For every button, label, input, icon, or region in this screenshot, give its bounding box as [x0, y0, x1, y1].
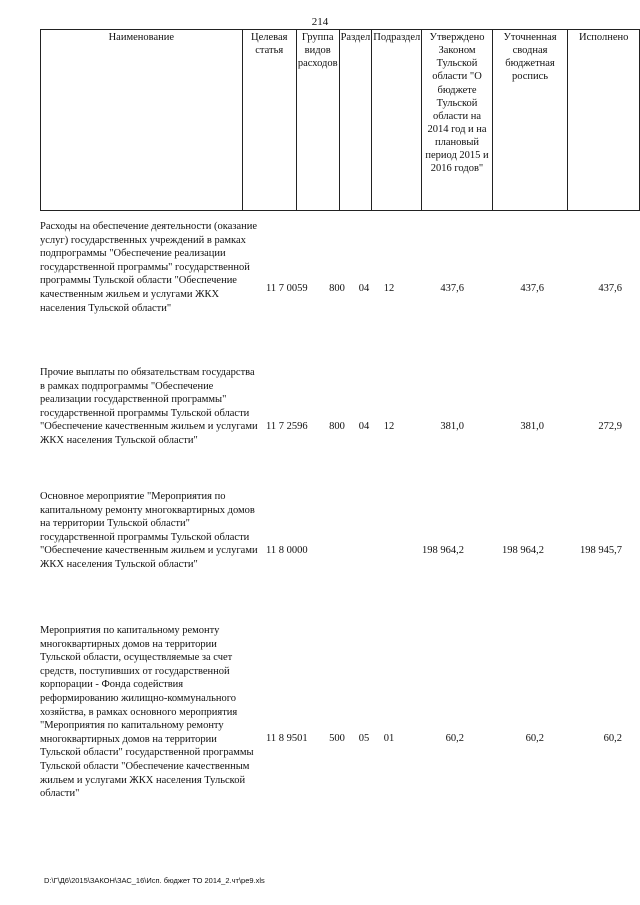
header-section: Раздел — [339, 30, 372, 211]
table-header — [40, 29, 640, 211]
table-row — [40, 624, 624, 860]
header-approved: Утверждено Законом Тульской области "О бюджете Тульской области на 2014 год и на плановый период 2015 и 2016 годов" — [422, 30, 492, 211]
row-refined: 437,6 — [520, 283, 544, 294]
row-refined: 60,2 — [525, 733, 544, 744]
row-approved: 60,2 — [445, 733, 464, 744]
row-code: 11 7 0059 — [266, 283, 308, 294]
row-approved: 381,0 — [440, 421, 464, 432]
row-executed: 60,2 — [603, 733, 622, 744]
row-refined: 381,0 — [520, 421, 544, 432]
row-subsection: 12 — [383, 283, 395, 294]
page-number: 214 — [311, 16, 329, 28]
row-name: Основное мероприятие "Мероприятия по капитальному ремонту многоквартирных домов на территории Тульской области" государственной программы Тульской области "Обеспечение качественным жильем и услугами ЖКХ населения Тульской области" — [40, 491, 258, 570]
table-body — [40, 220, 624, 860]
row-code: 11 8 0000 — [266, 545, 308, 556]
table-row — [40, 490, 624, 624]
row-group: 800 — [329, 283, 345, 294]
row-approved: 437,6 — [440, 283, 464, 294]
table-row — [40, 220, 624, 366]
row-subsection: 01 — [383, 733, 395, 744]
row-subsection: 12 — [383, 421, 395, 432]
row-executed: 437,6 — [598, 283, 622, 294]
header-name: Наименование — [41, 30, 243, 211]
header-expense-group: Группа видов расходов — [296, 30, 339, 211]
row-section: 05 — [358, 733, 370, 744]
row-code: 11 7 2596 — [266, 421, 308, 432]
row-name: Расходы на обеспечение деятельности (оказание услуг) государственных учреждений в рамках подпрограммы "Обеспечение реализации государственной программы" государственной программы Тульской области "Обеспечение качественным жильем и услугами ЖКХ населения Тульской области" — [40, 221, 258, 314]
row-name: Мероприятия по капитальному ремонту многоквартирных домов на территории Тульской области, осуществляемые за счет средств, поступивших от государственной корпорации - Фонда содействия реформированию жилищно-коммунального хозяйства, в рамках основного мероприятия "Мероприятия по капитальному ремонту многоквартирных домов на территории Тульской области" государственной программы Тульской области "Обеспечение качественным жильем и услугами ЖКХ населения Тульской области" — [40, 625, 254, 800]
row-executed: 272,9 — [598, 421, 622, 432]
row-refined: 198 964,2 — [502, 545, 544, 556]
row-approved: 198 964,2 — [422, 545, 464, 556]
row-section: 04 — [358, 421, 370, 432]
row-group: 800 — [329, 421, 345, 432]
file-path-footer: D:\Г\Д6\2015\ЗАКОН\ЗАС_16\Исп. бюджет ТО 2014_2.чт\ре9.xls — [44, 876, 265, 885]
row-name: Прочие выплаты по обязательствам государства в рамках подпрограммы "Обеспечение реализации государственной программы" государственной программы Тульской области "Обеспечение качественным жильем и услугами ЖКХ населения Тульской области" — [40, 367, 258, 446]
table-row — [40, 366, 624, 490]
header-subsection: Подраздел — [372, 30, 422, 211]
row-section: 04 — [358, 283, 370, 294]
row-executed: 198 945,7 — [580, 545, 622, 556]
row-group: 500 — [329, 733, 345, 744]
header-executed: Исполнено — [568, 30, 640, 211]
header-target-article: Целевая статья — [242, 30, 296, 211]
row-code: 11 8 9501 — [266, 733, 308, 744]
header-refined: Уточненная сводная бюджетная роспись — [492, 30, 568, 211]
